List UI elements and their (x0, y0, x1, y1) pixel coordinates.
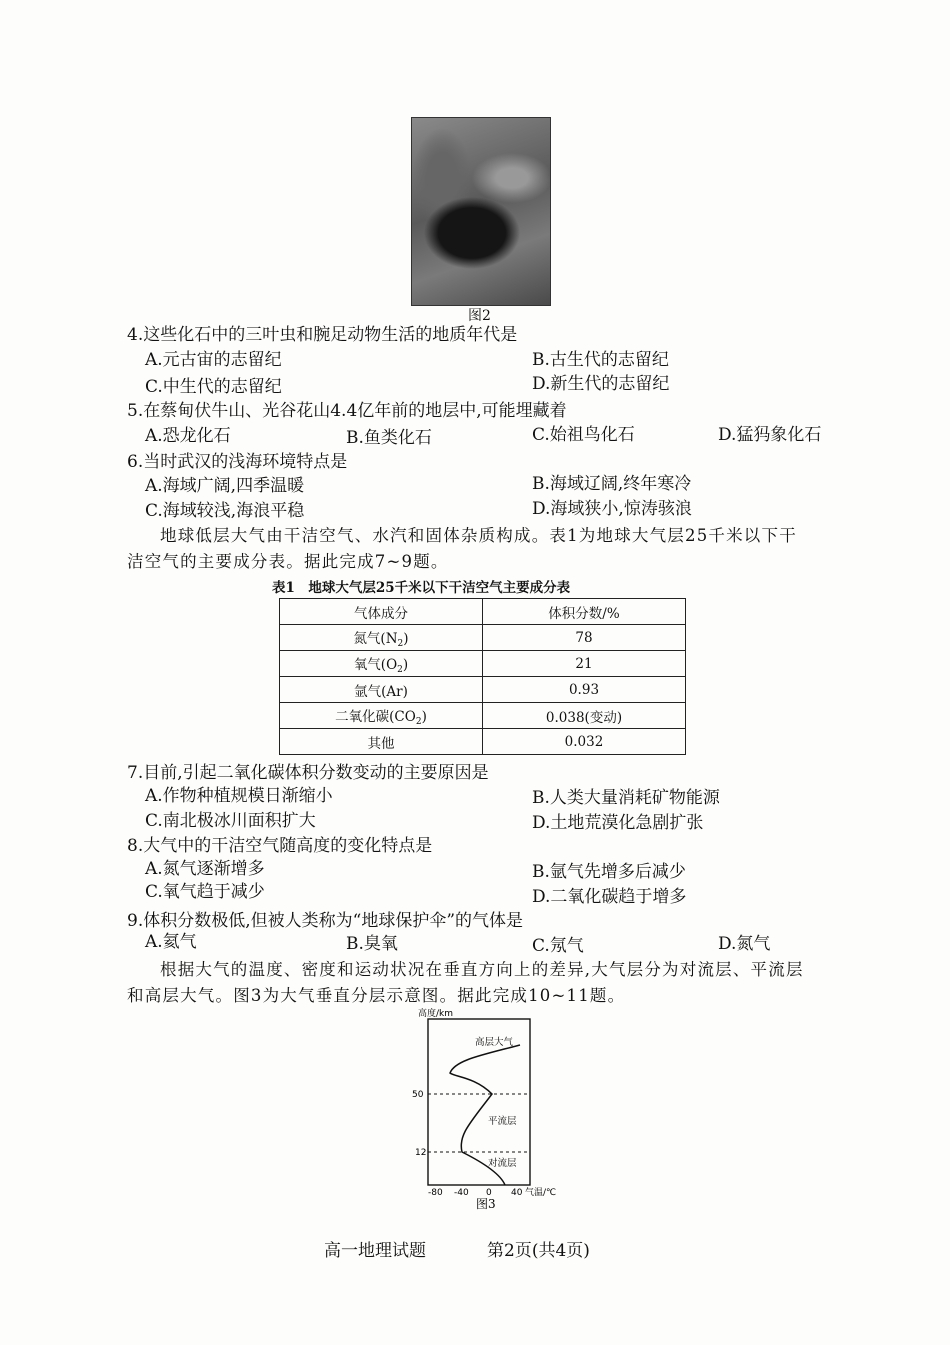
gas-value-cell: 0.032 (483, 729, 686, 755)
gas-name-cell: 氮气$(N_2)$ (280, 625, 483, 651)
question-9-option-a: A.氦气 (145, 932, 197, 952)
question-8-option-a: A.氮气逐渐增多 (145, 859, 265, 879)
question-6-option-b: B.海域辽阔,终年寒冷 (532, 474, 692, 494)
gas-name-cell: 二氧化碳$(CO_2)$ (280, 703, 483, 729)
question-6-stem: 6.当时武汉的浅海环境特点是 (127, 452, 348, 472)
question-9-stem: 9.体积分数极低,但被人类称为“地球保护伞”的气体是 (127, 911, 524, 931)
y-axis-label: 高度/km (418, 1009, 454, 1019)
question-8-option-d: D.二氧化碳趋于增多 (532, 887, 687, 907)
y-tick-50: 50 (412, 1090, 424, 1100)
question-5-stem: 5.在蔡甸伏牛山、光谷花山4.4亿年前的地层中,可能埋藏着 (127, 401, 567, 421)
gas-name-cell: 氩气(Ar) (280, 677, 483, 703)
gas-value-cell: 78 (483, 625, 686, 651)
question-9-option-b: B.臭氧 (346, 934, 398, 954)
question-5-option-d: D.猛犸象化石 (718, 425, 822, 445)
question-7-option-b: B.人类大量消耗矿物能源 (532, 788, 720, 808)
question-5-option-c: C.始祖鸟化石 (532, 425, 635, 445)
question-4-option-b: B.古生代的志留纪 (532, 350, 669, 370)
x-tick-40: 40 (511, 1188, 523, 1198)
question-5-option-a: A.恐龙化石 (145, 426, 231, 446)
gas-value-cell: 0.93 (483, 677, 686, 703)
intro1-line1: 地球低层大气由干洁空气、水汽和固体杂质构成。表1为地球大气层25千米以下干 (160, 526, 797, 545)
question-4-option-d: D.新生代的志留纪 (532, 374, 670, 394)
question-7-stem: 7.目前,引起二氧化碳体积分数变动的主要原因是 (127, 763, 489, 783)
table-header-cell: 气体成分 (280, 599, 483, 625)
atmosphere-layer-diagram (400, 1005, 570, 1210)
question-9-option-c: C.氖气 (532, 936, 584, 956)
fossil-photo (411, 117, 551, 306)
question-4-stem: 4.这些化石中的三叶虫和腕足动物生活的地质年代是 (127, 325, 518, 345)
y-tick-12: 12 (415, 1148, 427, 1158)
layer-label-stratosphere: 平流层 (488, 1116, 517, 1127)
x-tick-minus80: -80 (428, 1188, 443, 1198)
intro1-line2: 洁空气的主要成分表。据此完成7~9题。 (127, 552, 449, 571)
question-6-option-a: A.海域广阔,四季温暖 (145, 476, 305, 496)
gas-value-cell: 21 (483, 651, 686, 677)
table-row (280, 677, 686, 703)
table-row (280, 651, 686, 677)
footer-subject: 高一地理试题 (324, 1241, 426, 1261)
layer-label-upper: 高层大气 (475, 1037, 514, 1048)
intro2-line1: 根据大气的温度、密度和运动状况在垂直方向上的差异,大气层分为对流层、平流层 (160, 960, 804, 979)
question-7-option-c: C.南北极冰川面积扩大 (145, 811, 316, 831)
figure2-caption: 图2 (468, 308, 491, 324)
table-row (280, 703, 686, 729)
question-7-option-d: D.土地荒漠化急剧扩张 (532, 813, 704, 833)
table-header-row (280, 599, 686, 625)
intro2-line2: 和高层大气。图3为大气垂直分层示意图。据此完成10~11题。 (127, 986, 626, 1005)
table-header-cell: 体积分数/% (483, 599, 686, 625)
question-8-option-b: B.氩气先增多后减少 (532, 862, 686, 882)
question-5-option-b: B.鱼类化石 (346, 428, 432, 448)
table1-title: 表1 地球大气层25千米以下干洁空气主要成分表 (272, 580, 571, 596)
x-tick-minus40: -40 (454, 1188, 469, 1198)
figure3-caption: 图3 (476, 1197, 496, 1210)
question-6-option-d: D.海域狭小,惊涛骇浪 (532, 499, 692, 519)
footer-page-number: 第2页(共4页) (487, 1241, 590, 1261)
layer-label-troposphere: 对流层 (488, 1158, 517, 1169)
x-axis-label: 气温/℃ (525, 1188, 557, 1198)
question-8-stem: 8.大气中的干洁空气随高度的变化特点是 (127, 836, 433, 856)
table-row (280, 625, 686, 651)
gas-name-cell: 其他 (280, 729, 483, 755)
question-4-option-c: C.中生代的志留纪 (145, 377, 282, 397)
x-tick-0: 0 (486, 1188, 492, 1198)
question-7-option-a: A.作物种植规模日渐缩小 (145, 786, 333, 806)
gas-name-cell: 氧气$(O_2)$ (280, 651, 483, 677)
question-6-option-c: C.海域较浅,海浪平稳 (145, 501, 305, 521)
gas-composition-table (279, 598, 686, 755)
question-9-option-d: D.氮气 (718, 934, 771, 954)
question-8-option-c: C.氧气趋于减少 (145, 882, 265, 902)
gas-value-cell: 0.038(变动) (483, 703, 686, 729)
question-4-option-a: A.元古宙的志留纪 (145, 350, 282, 370)
table-row (280, 729, 686, 755)
